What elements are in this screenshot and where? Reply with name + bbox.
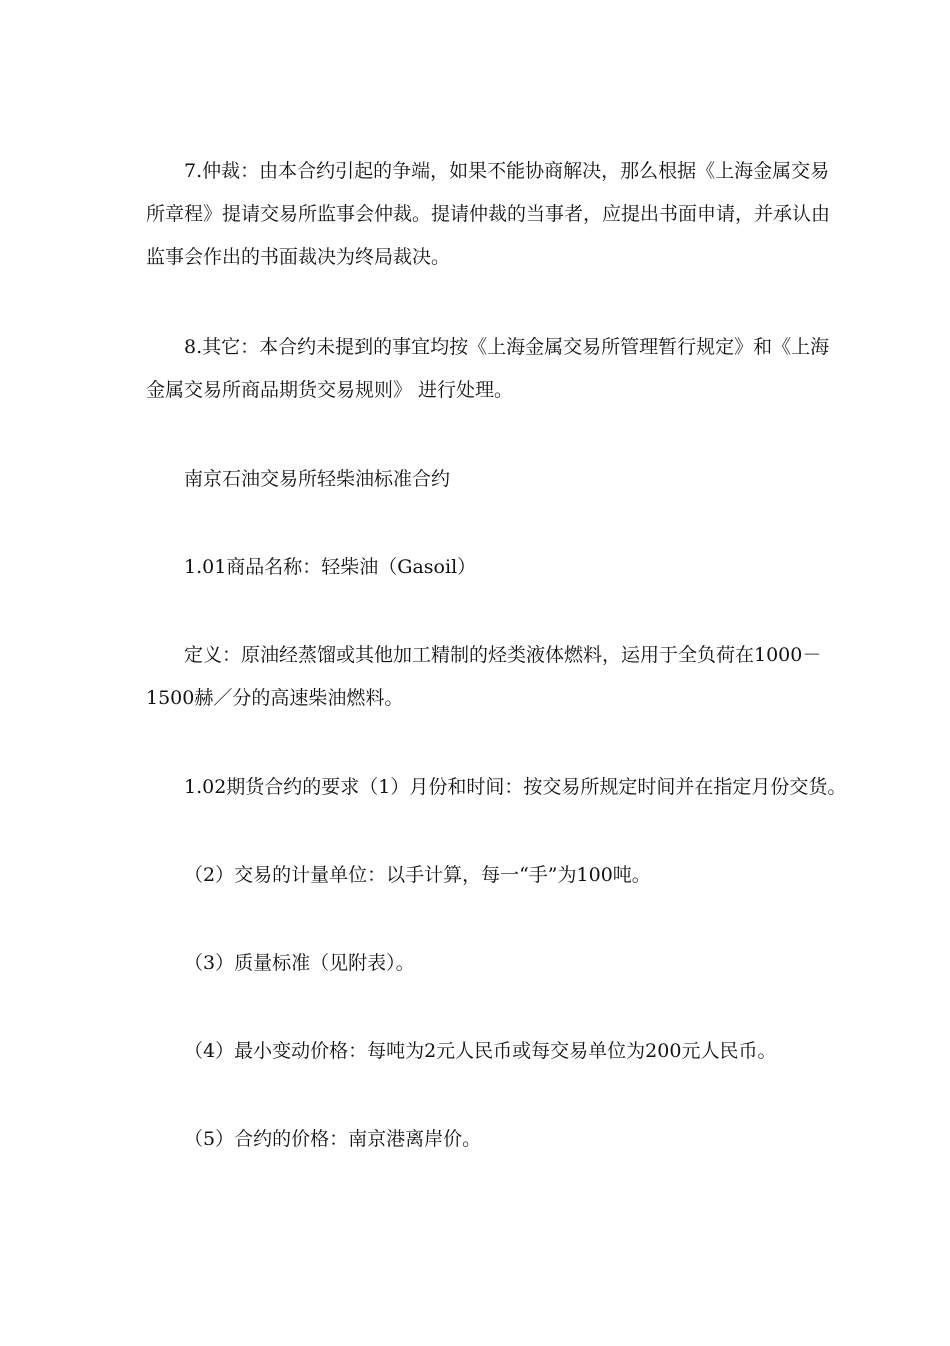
text-line: （5）合约的价格：南京港离岸价。 bbox=[184, 1128, 482, 1150]
text-line: （4）最小变动价格：每吨为2元人民币或每交易单位为200元人民币。 bbox=[184, 1040, 777, 1062]
text-line: （3）质量标准（见附表）。 bbox=[184, 952, 415, 974]
paragraph-quality bbox=[146, 942, 826, 985]
text-line: 8.其它：本合约未提到的事宜均按《上海金属交易所管理暂行规定》和《上海 bbox=[184, 336, 830, 358]
text-line: 1500赫／分的高速柴油燃料。 bbox=[146, 687, 404, 709]
paragraph-requirements bbox=[146, 766, 847, 809]
paragraph-definition bbox=[146, 634, 826, 720]
paragraph-product-name bbox=[146, 546, 826, 589]
text-line: 南京石油交易所轻柴油标准合约 bbox=[184, 468, 451, 490]
text-line: （2）交易的计量单位：以手计算，每一“手”为100吨。 bbox=[184, 864, 651, 886]
text-line: 1.01商品名称：轻柴油（Gasoil） bbox=[184, 556, 477, 578]
paragraph-unit bbox=[146, 854, 826, 897]
text-line: 1.02期货合约的要求（1）月份和时间：按交易所规定时间并在指定月份交货。 bbox=[184, 776, 847, 798]
paragraph-contract-price bbox=[146, 1118, 826, 1161]
text-line: 7.仲裁：由本合约引起的争端，如果不能协商解决，那么根据《上海金属交易 bbox=[184, 160, 830, 182]
paragraph-arbitration bbox=[146, 150, 831, 279]
text-line: 金属交易所商品期货交易规则》 进行处理。 bbox=[146, 379, 514, 401]
paragraph-min-price bbox=[146, 1030, 826, 1073]
text-line: 所章程》提请交易所监事会仲裁。提请仲裁的当事者，应提出书面申请，并承认由 bbox=[146, 203, 831, 225]
text-line: 监事会作出的书面裁决为终局裁决。 bbox=[146, 246, 451, 268]
text-line: 定义：原油经蒸馏或其他加工精制的烃类液体燃料，运用于全负荷在1000－ bbox=[184, 644, 822, 666]
section-title bbox=[146, 458, 826, 501]
paragraph-other bbox=[146, 326, 830, 412]
